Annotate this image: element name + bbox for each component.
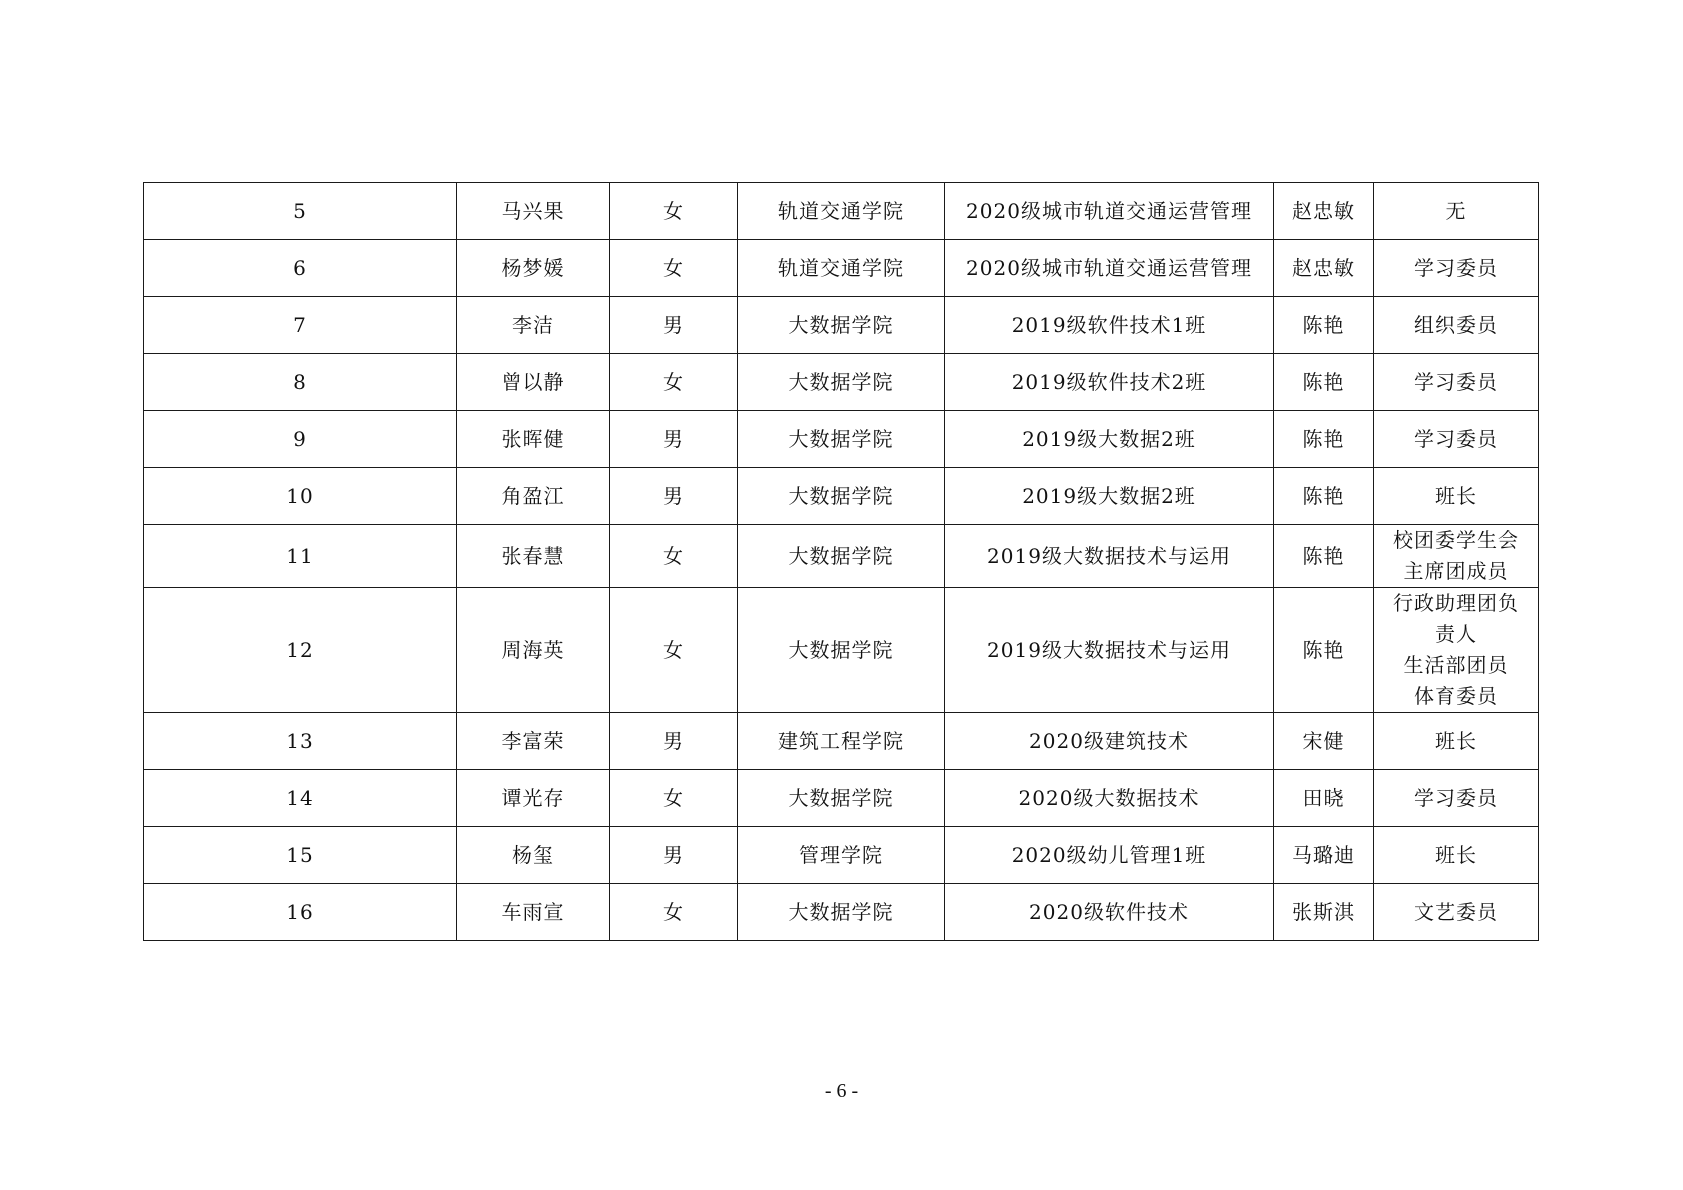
table-row <box>144 411 1539 468</box>
student-roster-table <box>143 182 1539 941</box>
cell-role <box>1374 411 1539 468</box>
table-row <box>144 588 1539 713</box>
cell-gender: 女 <box>610 588 738 713</box>
cell-name: 张晖健 <box>457 411 610 468</box>
cell-number: 10 <box>144 468 457 525</box>
role-line: 责人 <box>1435 622 1477 646</box>
cell-advisor: 陈艳 <box>1274 411 1374 468</box>
cell-gender: 男 <box>610 411 738 468</box>
cell-gender: 男 <box>610 713 738 770</box>
cell-role <box>1374 713 1539 770</box>
cell-number: 14 <box>144 770 457 827</box>
cell-class: 2019级大数据2班 <box>945 468 1274 525</box>
cell-role <box>1374 525 1539 588</box>
cell-gender: 女 <box>610 240 738 297</box>
cell-college: 大数据学院 <box>738 354 945 411</box>
cell-advisor: 宋健 <box>1274 713 1374 770</box>
role-line: 学习委员 <box>1414 255 1498 280</box>
cell-gender: 女 <box>610 183 738 240</box>
cell-class: 2019级软件技术2班 <box>945 354 1274 411</box>
cell-gender: 男 <box>610 297 738 354</box>
role-line: 班长 <box>1435 842 1477 867</box>
cell-class: 2020级软件技术 <box>945 884 1274 941</box>
cell-college: 大数据学院 <box>738 297 945 354</box>
cell-advisor: 陈艳 <box>1274 354 1374 411</box>
cell-number: 15 <box>144 827 457 884</box>
role-line: 学习委员 <box>1414 426 1498 451</box>
cell-name: 谭光存 <box>457 770 610 827</box>
cell-number: 8 <box>144 354 457 411</box>
cell-role <box>1374 827 1539 884</box>
cell-gender: 女 <box>610 884 738 941</box>
cell-name: 李洁 <box>457 297 610 354</box>
cell-college: 轨道交通学院 <box>738 240 945 297</box>
table-row <box>144 770 1539 827</box>
cell-name: 角盈江 <box>457 468 610 525</box>
cell-name: 马兴果 <box>457 183 610 240</box>
role-line: 班长 <box>1435 483 1477 508</box>
cell-number: 7 <box>144 297 457 354</box>
role-line: 行政助理团负 <box>1393 591 1519 615</box>
cell-number: 9 <box>144 411 457 468</box>
cell-number: 5 <box>144 183 457 240</box>
cell-advisor: 田晓 <box>1274 770 1374 827</box>
cell-college: 大数据学院 <box>738 884 945 941</box>
cell-number: 12 <box>144 588 457 713</box>
role-line: 文艺委员 <box>1414 899 1498 924</box>
cell-college: 大数据学院 <box>738 468 945 525</box>
cell-name: 杨梦媛 <box>457 240 610 297</box>
cell-college: 大数据学院 <box>738 588 945 713</box>
cell-role <box>1374 770 1539 827</box>
cell-college: 管理学院 <box>738 827 945 884</box>
role-line: 生活部团员 <box>1403 653 1509 677</box>
cell-role <box>1374 240 1539 297</box>
table-row <box>144 827 1539 884</box>
cell-role <box>1374 884 1539 941</box>
cell-college: 大数据学院 <box>738 525 945 588</box>
table-row <box>144 525 1539 588</box>
cell-gender: 男 <box>610 468 738 525</box>
cell-role <box>1374 354 1539 411</box>
role-line: 班长 <box>1435 728 1477 753</box>
cell-gender: 女 <box>610 525 738 588</box>
table-row <box>144 240 1539 297</box>
cell-number: 11 <box>144 525 457 588</box>
roster-body <box>144 183 1539 941</box>
role-line: 主席团成员 <box>1403 559 1509 583</box>
cell-role <box>1374 297 1539 354</box>
role-line: 无 <box>1445 198 1467 223</box>
cell-class: 2020级建筑技术 <box>945 713 1274 770</box>
cell-class: 2019级大数据技术与运用 <box>945 588 1274 713</box>
cell-class: 2020级幼儿管理1班 <box>945 827 1274 884</box>
cell-advisor: 马璐迪 <box>1274 827 1374 884</box>
table-row <box>144 468 1539 525</box>
cell-advisor: 陈艳 <box>1274 525 1374 588</box>
cell-college: 大数据学院 <box>738 770 945 827</box>
cell-name: 张春慧 <box>457 525 610 588</box>
cell-gender: 女 <box>610 770 738 827</box>
cell-name: 杨玺 <box>457 827 610 884</box>
cell-college: 建筑工程学院 <box>738 713 945 770</box>
role-line: 校团委学生会 <box>1393 528 1519 552</box>
cell-role <box>1374 468 1539 525</box>
cell-number: 13 <box>144 713 457 770</box>
role-line: 体育委员 <box>1414 684 1498 708</box>
cell-college: 大数据学院 <box>738 411 945 468</box>
role-line: 组织委员 <box>1414 312 1498 337</box>
table-row <box>144 297 1539 354</box>
cell-class: 2020级城市轨道交通运营管理 <box>945 183 1274 240</box>
cell-advisor: 陈艳 <box>1274 468 1374 525</box>
table-row <box>144 713 1539 770</box>
role-line: 学习委员 <box>1414 369 1498 394</box>
role-line: 学习委员 <box>1414 785 1498 810</box>
cell-number: 16 <box>144 884 457 941</box>
cell-class: 2020级城市轨道交通运营管理 <box>945 240 1274 297</box>
cell-name: 李富荣 <box>457 713 610 770</box>
cell-class: 2020级大数据技术 <box>945 770 1274 827</box>
cell-college: 轨道交通学院 <box>738 183 945 240</box>
cell-name: 车雨宣 <box>457 884 610 941</box>
cell-advisor: 张斯淇 <box>1274 884 1374 941</box>
cell-class: 2019级软件技术1班 <box>945 297 1274 354</box>
table-row <box>144 884 1539 941</box>
cell-number: 6 <box>144 240 457 297</box>
cell-role <box>1374 588 1539 713</box>
cell-class: 2019级大数据技术与运用 <box>945 525 1274 588</box>
table-row <box>144 183 1539 240</box>
cell-advisor: 赵忠敏 <box>1274 240 1374 297</box>
cell-gender: 女 <box>610 354 738 411</box>
cell-name: 周海英 <box>457 588 610 713</box>
cell-advisor: 陈艳 <box>1274 588 1374 713</box>
table-row <box>144 354 1539 411</box>
cell-role <box>1374 183 1539 240</box>
cell-advisor: 赵忠敏 <box>1274 183 1374 240</box>
page-number: - 6 - <box>824 1080 859 1102</box>
cell-gender: 男 <box>610 827 738 884</box>
cell-advisor: 陈艳 <box>1274 297 1374 354</box>
cell-name: 曾以静 <box>457 354 610 411</box>
cell-class: 2019级大数据2班 <box>945 411 1274 468</box>
